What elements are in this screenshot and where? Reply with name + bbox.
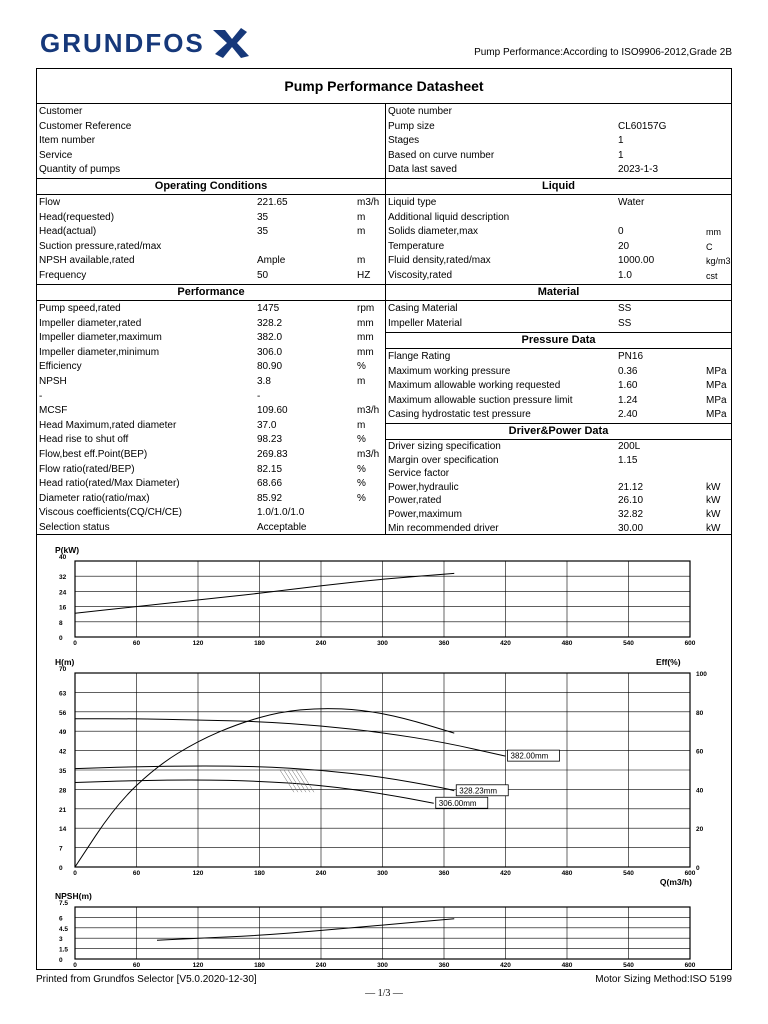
data-row [37, 149, 383, 163]
row-label: Service factor [388, 468, 450, 480]
x-tick-label: 120 [192, 870, 204, 877]
row-value: 1.60 [618, 380, 638, 391]
row-unit: mm [706, 227, 721, 237]
y2-axis-label: Eff(%) [656, 657, 681, 667]
data-row [386, 454, 732, 468]
x-tick-label: 60 [132, 640, 141, 647]
row-value: 26.10 [618, 495, 644, 507]
data-row [37, 105, 383, 119]
y-tick-label: 8 [59, 619, 63, 627]
row-value: 30.00 [618, 522, 644, 534]
row-value: 269.83 [257, 449, 288, 460]
row-unit: kW [706, 481, 721, 493]
row-label: NPSH [39, 376, 67, 387]
y-tick-label: 56 [59, 709, 67, 717]
chart-2 [75, 907, 690, 959]
row-unit: kg/m3 [706, 256, 731, 266]
y2-tick-label: 0 [696, 865, 700, 872]
row-unit: m [357, 376, 366, 387]
x-tick-label: 600 [684, 870, 696, 877]
hatch-line [292, 770, 306, 792]
x-tick-label: 300 [377, 962, 388, 969]
x-tick-label: 300 [377, 640, 388, 647]
data-row [386, 134, 732, 148]
hatch-line [280, 770, 294, 792]
y-tick-label: 35 [59, 768, 67, 775]
data-row [37, 375, 383, 389]
data-row [386, 350, 732, 364]
x-tick-label: 600 [684, 640, 696, 647]
section-operating-conditions: Operating Conditions [37, 178, 385, 195]
curve-label: 306.00mm [438, 798, 477, 808]
row-unit: kW [706, 495, 721, 507]
page-number: — 1/3 — [365, 988, 403, 999]
data-row [37, 346, 383, 360]
row-value: 1475 [257, 303, 280, 314]
y2-tick-label: 60 [696, 748, 704, 756]
x-tick-label: 540 [623, 962, 634, 969]
hatch-line [288, 770, 302, 792]
row-label: Quote number [388, 106, 452, 117]
row-value: 98.23 [257, 434, 283, 446]
row-value: 2023-1-3 [618, 164, 659, 175]
data-row [37, 196, 383, 210]
data-row [37, 360, 383, 374]
hatch-line [296, 770, 310, 792]
row-label: Casing Material [388, 303, 458, 314]
data-row [37, 269, 383, 283]
x-tick-label: 600 [684, 962, 696, 969]
row-label: - [39, 390, 43, 402]
data-row [37, 448, 383, 462]
y-tick-label: 70 [59, 666, 67, 673]
row-label: Min recommended driver [388, 522, 499, 534]
row-label: Additional liquid description [388, 211, 510, 223]
x-tick-label: 180 [254, 640, 265, 647]
row-value: 35 [257, 226, 269, 237]
y-tick-label: 21 [59, 806, 67, 814]
y-tick-label: 0 [59, 635, 63, 642]
y-axis-label: H(m) [55, 657, 75, 667]
curve-label: 328.23mm [459, 786, 498, 796]
y2-tick-label: 40 [696, 787, 704, 795]
data-row [386, 317, 732, 331]
row-label: Viscosity,rated [388, 269, 453, 281]
row-value: Ample [257, 255, 286, 266]
row-value: - [257, 390, 261, 402]
data-row [386, 394, 732, 408]
row-label: Data last saved [388, 164, 457, 175]
data-row [37, 390, 383, 404]
x-tick-label: 360 [438, 962, 450, 969]
y-tick-label: 0 [59, 957, 63, 964]
data-row [386, 149, 732, 163]
row-value: 37.0 [257, 419, 277, 431]
hatch-line [300, 770, 314, 792]
series-line [75, 709, 454, 867]
data-row [37, 120, 383, 134]
row-unit: kW [706, 509, 721, 520]
x-tick-label: 480 [561, 640, 573, 647]
y2-tick-label: 100 [696, 671, 707, 678]
x-tick-label: 240 [315, 640, 327, 647]
x-tick-label: 360 [438, 640, 450, 647]
x-tick-label: 180 [254, 962, 265, 969]
x-tick-label: 120 [192, 640, 204, 647]
y2-tick-label: 20 [696, 826, 704, 834]
data-row [386, 225, 732, 239]
row-value: PN16 [618, 351, 644, 362]
row-unit: m [357, 255, 366, 266]
chart-0 [75, 561, 690, 637]
row-value: 21.12 [618, 481, 644, 493]
x-tick-label: 540 [623, 640, 634, 647]
x-tick-label: 360 [438, 870, 450, 877]
row-unit: m3/h [357, 405, 380, 417]
x-tick-label: 240 [315, 870, 327, 877]
x-tick-label: 420 [500, 640, 511, 647]
row-value: SS [618, 303, 632, 314]
chart-1 [75, 673, 690, 867]
row-unit: MPa [706, 380, 727, 391]
x-tick-label: 420 [500, 870, 511, 877]
row-label: Flow,best eff.Point(BEP) [39, 449, 148, 460]
row-unit: % [357, 361, 366, 373]
row-label: Power,rated [388, 495, 442, 507]
datasheet-frame [36, 68, 732, 970]
data-row [37, 419, 383, 433]
series-line [75, 573, 454, 613]
row-label: Impeller diameter,minimum [39, 346, 160, 358]
row-value: 50 [257, 269, 269, 281]
row-label: Head(actual) [39, 226, 97, 237]
row-unit: MPa [706, 394, 727, 406]
hatch-line [284, 770, 298, 792]
row-value: 109.60 [257, 405, 288, 417]
row-value: 306.0 [257, 346, 283, 358]
row-value: 2.40 [618, 409, 638, 420]
row-label: Maximum allowable working requested [388, 380, 561, 391]
x-tick-label: 420 [500, 962, 511, 969]
row-value: CL60157G [618, 120, 667, 132]
row-label: Power,maximum [388, 509, 462, 520]
row-label: Diameter ratio(ratio/max) [39, 492, 150, 504]
row-value: 0.36 [618, 365, 638, 377]
row-label: Stages [388, 135, 420, 146]
row-value: 1 [618, 135, 624, 146]
x-tick-label: 240 [315, 962, 327, 969]
grundfos-logo [40, 26, 253, 60]
row-label: Fluid density,rated/max [388, 255, 491, 266]
row-unit: m [357, 419, 366, 431]
row-label: Flange Rating [388, 351, 451, 362]
row-label: Liquid type [388, 197, 437, 208]
row-label: Casing hydrostatic test pressure [388, 409, 531, 420]
y-tick-label: 0 [59, 865, 63, 872]
row-label: Maximum allowable suction pressure limit [388, 394, 573, 406]
y-tick-label: 42 [59, 748, 67, 756]
row-value: 1.0/1.0/1.0 [257, 507, 305, 519]
row-unit: % [357, 434, 366, 446]
row-value: 35 [257, 211, 269, 223]
row-unit: mm [357, 317, 374, 329]
row-label: Pump size [388, 120, 435, 132]
row-unit: HZ [357, 269, 371, 281]
y-tick-label: 14 [59, 826, 67, 834]
y-tick-label: 40 [59, 554, 67, 561]
row-label: Impeller Material [388, 317, 462, 329]
row-value: 1.24 [618, 394, 638, 406]
row-value: 1.0 [618, 269, 632, 281]
data-row [386, 481, 732, 495]
row-label: Head(requested) [39, 211, 115, 223]
row-label: Maximum working pressure [388, 365, 511, 377]
y-tick-label: 4.5 [59, 925, 69, 933]
row-unit: C [706, 241, 713, 252]
y-tick-label: 3 [59, 936, 63, 944]
data-row [37, 521, 383, 535]
row-unit: MPa [706, 365, 727, 377]
y-tick-label: 24 [59, 589, 67, 597]
x-tick-label: 0 [73, 962, 77, 969]
data-row [37, 317, 383, 331]
row-value: 1000.00 [618, 255, 655, 266]
motor-sizing-method: Motor Sizing Method:ISO 5199 [595, 974, 732, 985]
data-row [37, 134, 383, 148]
grundfos-x-icon [211, 26, 253, 60]
section-driver-power: Driver&Power Data [386, 423, 731, 440]
data-row [37, 433, 383, 447]
y-tick-label: 7.5 [59, 900, 69, 907]
y-tick-label: 7 [59, 845, 63, 853]
x-tick-label: 60 [132, 870, 141, 877]
data-row [37, 477, 383, 491]
datasheet-title: Pump Performance Datasheet [37, 69, 731, 104]
row-unit: m3/h [357, 197, 380, 208]
row-label: Pump speed,rated [39, 303, 121, 314]
row-value: Water [618, 197, 645, 208]
row-unit: mm [357, 332, 374, 344]
data-row [37, 240, 383, 254]
row-label: Head ratio(rated/Max Diameter) [39, 478, 180, 490]
data-row [386, 240, 732, 254]
row-value: 200L [618, 441, 641, 452]
x-tick-label: 120 [192, 962, 204, 969]
data-row [386, 105, 732, 119]
row-label: Flow [39, 197, 61, 208]
row-label: NPSH available,rated [39, 255, 135, 266]
row-label: Suction pressure,rated/max [39, 240, 162, 252]
data-row [386, 467, 732, 481]
row-label: Power,hydraulic [388, 481, 459, 493]
y-tick-label: 63 [59, 690, 67, 698]
data-row [386, 408, 732, 422]
x-tick-label: 300 [377, 870, 388, 877]
row-label: Temperature [388, 240, 445, 252]
data-row [386, 379, 732, 393]
row-unit: m [357, 211, 366, 223]
section-liquid: Liquid [386, 178, 731, 195]
logo-text: GRUNDFOS [40, 27, 205, 58]
y-tick-label: 49 [59, 729, 67, 737]
y-axis-label: P(kW) [55, 545, 80, 555]
series-line [157, 919, 454, 940]
y-tick-label: 28 [59, 787, 67, 795]
row-label: Flow ratio(rated/BEP) [39, 463, 135, 475]
row-label: MCSF [39, 405, 68, 417]
x-tick-label: 60 [132, 962, 141, 969]
data-row [37, 302, 383, 316]
data-row [386, 494, 732, 508]
row-unit: % [357, 478, 366, 490]
row-label: Head rise to shut off [39, 434, 129, 446]
printed-from: Printed from Grundfos Selector [V5.0.2020-12-30] [36, 974, 257, 985]
row-value: Acceptable [257, 522, 307, 533]
data-row [386, 196, 732, 210]
row-label: Item number [39, 135, 96, 146]
row-label: Head Maximum,rated diameter [39, 419, 177, 431]
row-label: Viscous coefficients(CQ/CH/CE) [39, 507, 183, 519]
data-row [37, 225, 383, 239]
row-label: Efficiency [39, 361, 82, 373]
row-label: Margin over specification [388, 454, 499, 466]
row-value: 221.65 [257, 197, 288, 208]
row-value: 32.82 [618, 509, 644, 520]
x-tick-label: 0 [73, 640, 77, 647]
y-tick-label: 16 [59, 604, 67, 612]
x-tick-label: 0 [73, 870, 77, 877]
row-value: 82.15 [257, 463, 283, 475]
x-tick-label: 480 [561, 962, 573, 969]
row-unit: rpm [357, 303, 375, 314]
row-unit: MPa [706, 409, 727, 420]
row-value: 20 [618, 240, 630, 252]
row-label: Quantity of pumps [39, 164, 121, 175]
row-unit: kW [706, 522, 721, 534]
section-material: Material [386, 284, 731, 301]
column-divider [385, 103, 386, 534]
row-label: Driver sizing specification [388, 441, 501, 452]
row-value: SS [618, 317, 632, 329]
row-label: Impeller diameter,rated [39, 317, 142, 329]
performance-charts [37, 535, 731, 971]
data-row [386, 120, 732, 134]
row-label: Solids diameter,max [388, 226, 479, 237]
section-performance: Performance [37, 284, 385, 301]
row-value: 382.0 [257, 332, 283, 344]
row-unit: mm [357, 346, 374, 358]
x-tick-label: 480 [561, 870, 573, 877]
data-row [37, 331, 383, 345]
data-row [37, 506, 383, 520]
row-label: Selection status [39, 522, 110, 533]
row-value: 1.15 [618, 454, 638, 466]
data-row [386, 508, 732, 522]
data-row [37, 492, 383, 506]
row-value: 3.8 [257, 376, 271, 387]
row-unit: % [357, 492, 366, 504]
row-value: 1 [618, 149, 624, 161]
y-tick-label: 1.5 [59, 946, 69, 954]
x-axis-label: Q(m3/h) [659, 877, 692, 887]
y-axis-label: NPSH(m) [55, 891, 92, 901]
y2-tick-label: 80 [696, 709, 704, 717]
row-value: 0 [618, 226, 624, 237]
data-row [386, 163, 732, 177]
data-row [386, 365, 732, 379]
data-row [37, 463, 383, 477]
data-row [37, 404, 383, 418]
data-row [37, 211, 383, 225]
data-row [37, 163, 383, 177]
row-label: Based on curve number [388, 149, 495, 161]
row-label: Customer [39, 106, 83, 117]
row-label: Customer Reference [39, 120, 132, 132]
curve-label: 382.00mm [510, 751, 549, 761]
row-label: Impeller diameter,maximum [39, 332, 162, 344]
row-unit: % [357, 463, 366, 475]
data-row [37, 254, 383, 268]
iso-standard-note: Pump Performance:According to ISO9906-2012,Grade 2B [474, 47, 732, 58]
y-tick-label: 32 [59, 574, 67, 582]
x-tick-label: 180 [254, 870, 265, 877]
y-tick-label: 6 [59, 915, 63, 923]
row-unit: m3/h [357, 449, 380, 460]
row-value: 328.2 [257, 317, 283, 329]
row-label: Service [39, 149, 73, 161]
row-label: Frequency [39, 269, 87, 281]
row-value: 80.90 [257, 361, 283, 373]
row-unit: cst [706, 270, 718, 281]
series-line [75, 780, 434, 803]
data-row [386, 269, 732, 283]
row-value: 68.66 [257, 478, 283, 490]
data-row [386, 440, 732, 454]
section-pressure-data: Pressure Data [386, 332, 731, 349]
x-tick-label: 540 [623, 870, 634, 877]
data-row [386, 254, 732, 268]
row-value: 85.92 [257, 492, 283, 504]
data-row [386, 302, 732, 316]
row-unit: m [357, 226, 366, 237]
data-row [386, 211, 732, 225]
